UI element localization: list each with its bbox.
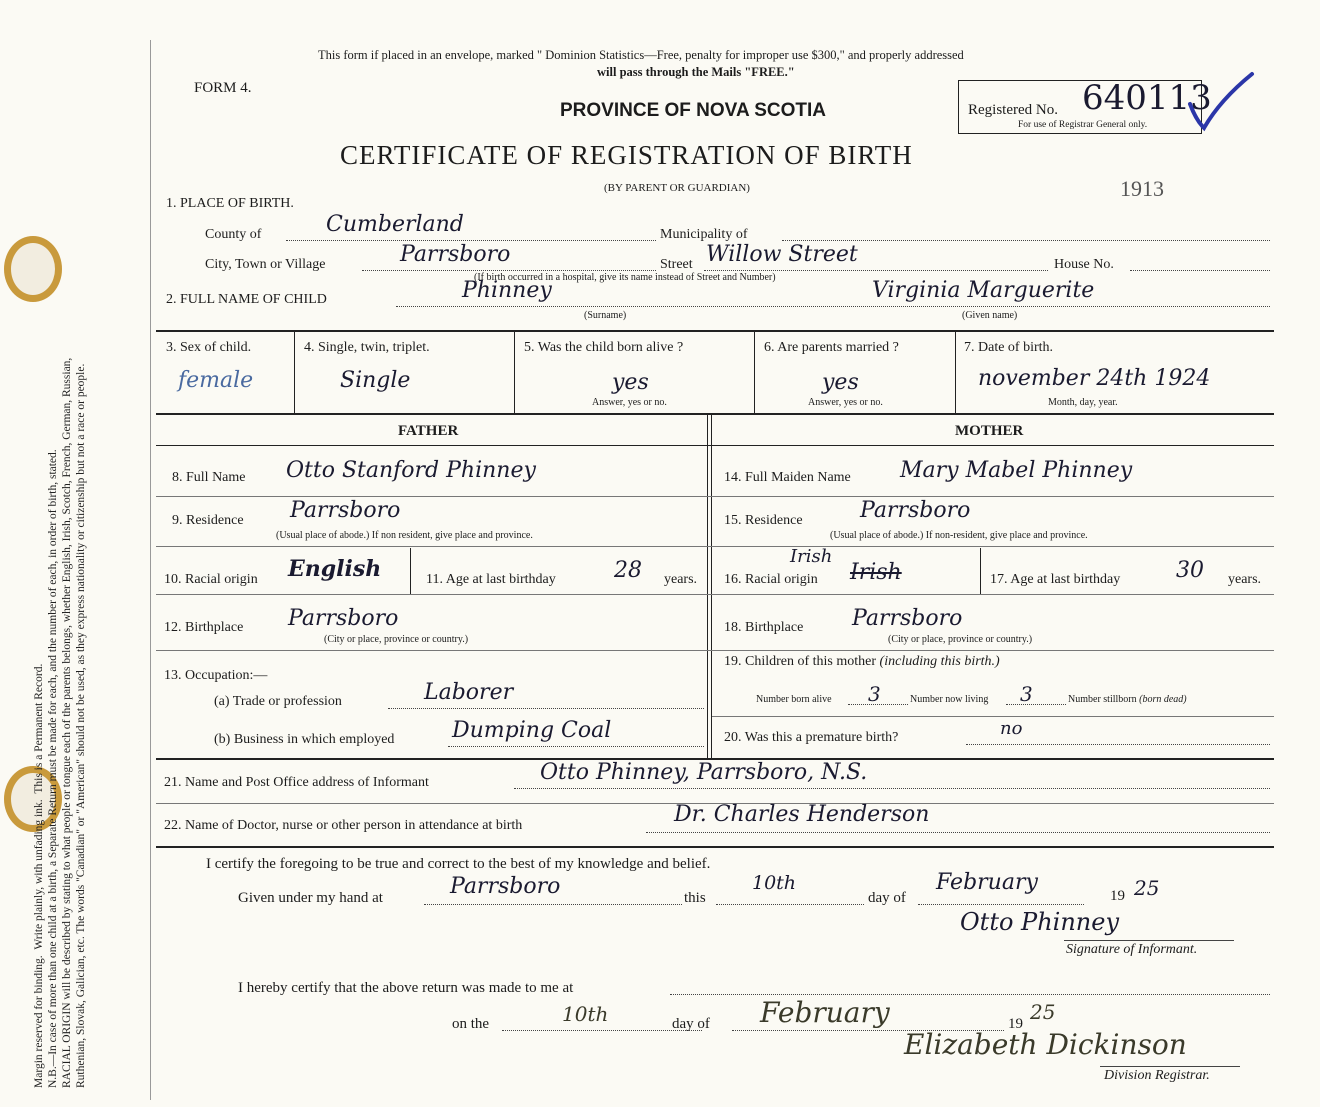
mother-racial-origin-label: 16. Racial origin xyxy=(724,572,818,587)
plurality-label: 4. Single, twin, triplet. xyxy=(304,340,430,355)
parents-married-value: yes xyxy=(822,370,859,395)
province-heading: PROVINCE OF NOVA SCOTIA xyxy=(560,100,827,121)
informant-value: Otto Phinney, Parrsboro, N.S. xyxy=(540,760,868,785)
father-racial-origin-label: 10. Racial origin xyxy=(164,572,258,587)
page-title: CERTIFICATE OF REGISTRATION OF BIRTH xyxy=(340,140,913,170)
registrar-statement: I hereby certify that the above return was made to me at xyxy=(238,980,574,996)
premature-value: no xyxy=(1000,718,1023,739)
registrar-caption: Division Registrar. xyxy=(1104,1068,1210,1083)
registrar-signature: Elizabeth Dickinson xyxy=(904,1028,1187,1061)
business-value: Dumping Coal xyxy=(452,718,612,743)
living-count-value: 3 xyxy=(1020,682,1033,706)
father-birthplace-value: Parrsboro xyxy=(288,606,399,631)
mother-birthplace-label: 18. Birthplace xyxy=(724,620,804,635)
trade-value: Laborer xyxy=(424,680,514,705)
mother-residence-value: Parrsboro xyxy=(860,498,971,523)
business-label: (b) Business in which employed xyxy=(214,732,395,747)
certify-place: Parrsboro xyxy=(450,874,561,899)
sex-label: 3. Sex of child. xyxy=(166,340,252,355)
registrar-year-suffix: 25 xyxy=(1030,1000,1056,1024)
father-birthplace-label: 12. Birthplace xyxy=(164,620,244,635)
mother-birthplace-caption: (City or place, province or country.) xyxy=(888,634,1033,645)
certify-statement: I certify the foregoing to be true and correct to the best of my knowledge and belief. xyxy=(206,856,711,872)
born-alive-caption: Answer, yes or no. xyxy=(592,397,667,408)
certify-day-of-label: day of xyxy=(868,890,906,906)
margin-permanent-note: This is a Permanent Record. xyxy=(33,663,45,794)
place-of-birth-label: 1. PLACE OF BIRTH. xyxy=(166,196,294,211)
certify-year-prefix: 19 xyxy=(1110,888,1125,904)
father-heading: FATHER xyxy=(398,423,459,439)
mother-racial-origin-value: Irish xyxy=(790,546,833,567)
registrar-day-of-label: day of xyxy=(672,1016,710,1032)
father-birthplace-caption: (City or place, province or country.) xyxy=(324,634,469,645)
margin-racial-origin-note-cont: Ruthenian, Slovak, Galician, etc. The words "Canadian" or "American" should not be used, as they express nationality or citizenship but not a race or people. xyxy=(75,363,87,1088)
corner-mark: 1913 xyxy=(1120,176,1164,201)
child-name-label: 2. FULL NAME OF CHILD xyxy=(166,292,327,307)
mother-birthplace-value: Parrsboro xyxy=(852,606,963,631)
living-count-label: Number now living xyxy=(910,694,989,705)
plurality-value: Single xyxy=(340,368,411,393)
mother-age-value: 30 xyxy=(1176,558,1204,583)
informant-signature: Otto Phinney xyxy=(960,908,1119,936)
mother-name-label: 14. Full Maiden Name xyxy=(724,470,851,485)
margin-binding-note: Margin reserved for binding. xyxy=(33,955,45,1088)
doctor-value: Dr. Charles Henderson xyxy=(674,802,930,827)
hospital-note: (If birth occurred in a hospital, give its name instead of Street and Number) xyxy=(474,272,776,283)
born-alive-value: yes xyxy=(612,370,649,395)
mother-racial-origin-struck: Irish xyxy=(850,560,902,585)
parents-married-label: 6. Are parents married ? xyxy=(764,340,899,355)
occupation-label: 13. Occupation:— xyxy=(164,668,268,683)
registration-label: Registered No. xyxy=(968,102,1058,118)
postal-note-2: will pass through the Mails "FREE." xyxy=(597,65,795,79)
father-name-label: 8. Full Name xyxy=(172,470,246,485)
stillborn-count-label xyxy=(1068,694,1187,705)
child-given-name: Virginia Marguerite xyxy=(872,278,1095,303)
page-subtitle: (BY PARENT OR GUARDIAN) xyxy=(604,182,750,194)
street-label: Street xyxy=(660,257,693,272)
mother-residence-label: 15. Residence xyxy=(724,513,803,528)
county-label: County of xyxy=(205,227,262,242)
father-racial-origin-value: English xyxy=(288,556,382,582)
registration-note: For use of Registrar General only. xyxy=(1018,120,1148,130)
father-years-label: years. xyxy=(664,572,698,587)
father-name-value: Otto Stanford Phinney xyxy=(286,458,536,483)
margin-instructions xyxy=(32,88,88,1088)
city-label: City, Town or Village xyxy=(205,257,326,272)
sex-value: female xyxy=(178,368,254,393)
city-value: Parrsboro xyxy=(400,242,511,267)
margin-ink-note: Write plainly, with unfading ink. xyxy=(33,799,45,950)
premature-label: 20. Was this a premature birth? xyxy=(724,730,899,745)
certify-month: February xyxy=(936,870,1038,895)
doctor-label: 22. Name of Doctor, nurse or other person in attendance at birth xyxy=(164,818,523,833)
father-residence-caption: (Usual place of abode.) If non resident, give place and province. xyxy=(276,530,533,541)
trade-label: (a) Trade or profession xyxy=(214,694,342,709)
father-residence-label: 9. Residence xyxy=(172,513,244,528)
registrar-on-the-label: on the xyxy=(452,1016,490,1032)
children-count-label: 19. Children of this mother xyxy=(724,654,877,669)
certify-this-label: this xyxy=(684,890,706,906)
informant-label: 21. Name and Post Office address of Informant xyxy=(164,775,429,790)
date-of-birth-label: 7. Date of birth. xyxy=(964,340,1054,355)
street-value: Willow Street xyxy=(706,242,858,267)
mother-name-value: Mary Mabel Phinney xyxy=(900,458,1133,483)
checkmark-icon xyxy=(1186,70,1256,132)
mother-residence-caption: (Usual place of abode.) If non-resident, give place and province. xyxy=(830,530,1088,541)
margin-rule xyxy=(150,40,151,1100)
stillborn-note: (born dead) xyxy=(1139,694,1187,705)
certify-year-suffix: 25 xyxy=(1134,876,1160,900)
informant-signature-caption: Signature of Informant. xyxy=(1066,942,1198,957)
stillborn-label: Number stillborn xyxy=(1068,694,1137,705)
parents-married-caption: Answer, yes or no. xyxy=(808,397,883,408)
form-number: FORM 4. xyxy=(194,80,252,96)
child-surname: Phinney xyxy=(462,278,552,303)
mother-heading: MOTHER xyxy=(955,423,1024,439)
registrar-year-prefix: 19 xyxy=(1008,1016,1023,1032)
born-alive-count-value: 3 xyxy=(868,682,881,706)
father-residence-value: Parrsboro xyxy=(290,498,401,523)
given-under-label: Given under my hand at xyxy=(238,890,383,906)
surname-caption: (Surname) xyxy=(584,310,627,321)
mother-years-label: years. xyxy=(1228,572,1262,587)
mother-age-label: 17. Age at last birthday xyxy=(990,572,1121,587)
born-alive-count-label: Number born alive xyxy=(756,694,832,705)
house-number-label: House No. xyxy=(1054,257,1114,272)
margin-racial-origin-note: RACIAL ORIGIN will be described by stating to what people or tongue each of the parents belongs, whether English, Irish, Scotch, French, German, Russian, xyxy=(61,357,73,1088)
certify-day: 10th xyxy=(752,872,797,894)
registrar-month: February xyxy=(760,996,890,1029)
municipality-label: Municipality of xyxy=(660,227,748,242)
children-count-note: (including this birth.) xyxy=(879,654,1000,669)
registrar-day: 10th xyxy=(562,1002,609,1026)
date-of-birth-value: november 24th 1924 xyxy=(978,366,1211,391)
mother-children-label xyxy=(724,654,1000,670)
date-of-birth-caption: Month, day, year. xyxy=(1048,397,1118,408)
margin-multiple-birth-note: N.B.—In case of more than one child at a birth, a Separate Return must be made for each, and the number of each, in order of birth, stated. xyxy=(47,449,59,1088)
father-age-label: 11. Age at last birthday xyxy=(426,572,556,587)
county-value: Cumberland xyxy=(326,212,464,237)
born-alive-label: 5. Was the child born alive ? xyxy=(524,340,684,355)
postal-note-1: This form if placed in an envelope, marked " Dominion Statistics—Free, penalty for improper use $300," and properly addressed xyxy=(318,48,964,62)
registration-number: 640113 xyxy=(1082,78,1212,118)
father-age-value: 28 xyxy=(614,558,642,583)
given-name-caption: (Given name) xyxy=(962,310,1018,321)
